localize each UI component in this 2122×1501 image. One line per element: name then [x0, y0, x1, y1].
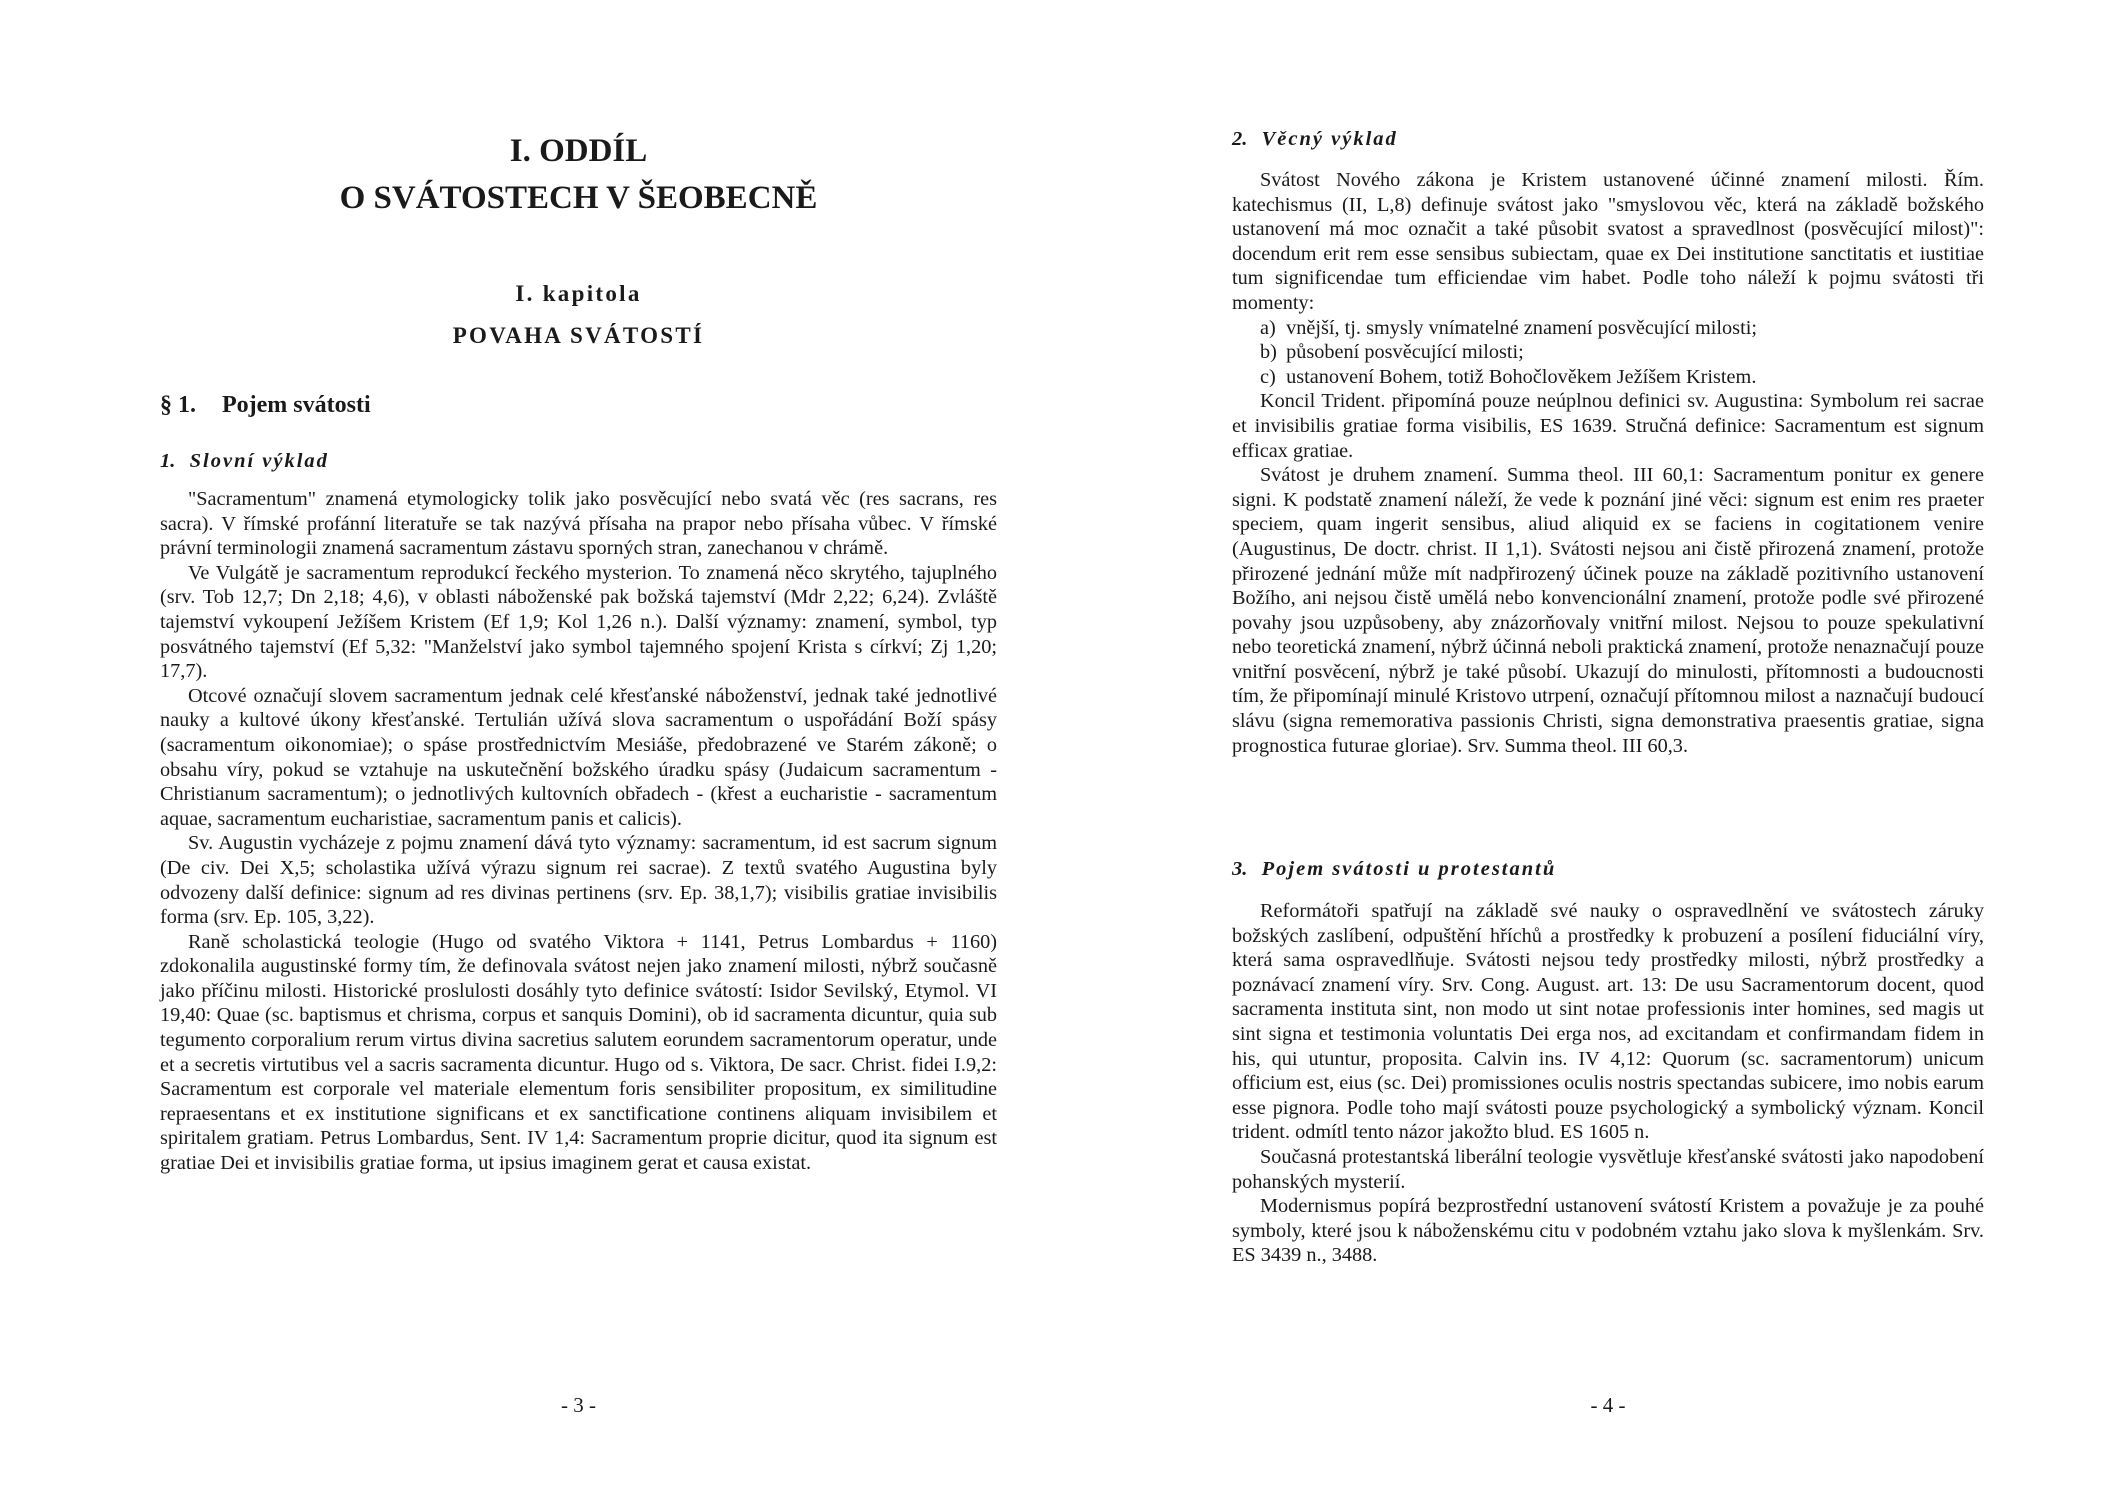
part-title: [160, 128, 997, 222]
page-number: - 4 -: [1590, 1393, 1626, 1417]
subsection-heading-1: [160, 450, 329, 473]
moments-list: [1232, 316, 1984, 390]
paragraph: Svátost Nového zákona je Kristem ustanovené účinné znamení milosti. Řím. katechismus (II, L,8) definuje svátost jako "smyslovou věc, která na základě božského ustanovení má moc označit a také působit svatost a spravedlnost (posvěcující milost)": docendum erit rem esse sensibus subiectam, quae ex Dei institutione sanctitatis et iustitiae tum significendae tum efficiendae vim habet. Podle toho náleží k pojmu svátosti tři momenty:: [1232, 169, 1984, 314]
section-number: § 1.: [160, 392, 196, 418]
list-item: [1232, 316, 1984, 341]
list-text: vnější, tj. smysly vnímatelné znamení posvěcující milosti;: [1286, 316, 1757, 339]
list-text: působení posvěcující milosti;: [1286, 341, 1524, 364]
left-body-text: [160, 487, 997, 1176]
part-title-line1: I. ODDÍL: [509, 133, 648, 169]
chapter-title: POVAHA SVÁTOSTÍ: [452, 323, 705, 348]
right-page: [1232, 0, 1984, 1501]
section-title: Pojem svátosti: [222, 392, 371, 418]
paragraph: Svátost je druhem znamení. Summa theol. III 60,1: Sacramentum ponitur ex genere signi. K podstatě znamení náleží, že vede k poznání jiné věci: signum est enim res praeter speciem, quam ingerit sensibus, aliud aliquid ex se faciens in cogitationem venire (Augustinus, De doctr. christ. II 1,1). Svátosti nejsou ani čistě přirozená znamení, protože přirozené jednání může mít nadpřirozený účinek pouze na základě pozitivního ustanovení Božího, ani nejsou čistě umělá nebo konvencionální znamení, protože podle své přirozené povahy jsou uzpůsobeny, aby znázorňovaly vnitřní milost. Nejsou to pouze spekulativní nebo teoretická znamení, nýbrž účinná neboli praktická znamení, protože nenaznačují pouze vnitřní posvěcení, nýbrž je také působí. Ukazují do minulosti, přítomnosti a budoucnosti tím, že připomínají minulé Kristovo utrpení, označují přítomnou milost a naznačují budoucí slávu (signa rememorativa passionis Christi, signa demonstrativa praesentis gratiae, signa prognostica futurae gloriae). Srv. Summa theol. III 60,3.: [1232, 464, 1984, 757]
subsection-title: Pojem svátosti u protestantů: [1261, 858, 1557, 880]
chapter-heading: [160, 273, 997, 357]
list-label: c): [1260, 365, 1276, 388]
right-body-text-1: [1232, 168, 1984, 758]
page-number: - 3 -: [561, 1393, 596, 1417]
paragraph: Otcové označují slovem sacramentum jednak celé křesťanské náboženství, jednak také jednotlivé nauky a kultové úkony křesťanské. Tertulián užívá slova sacramentum o uspořádání Boží spásy (sacramentum oikonomiae); o spáse prostřednictvím Mesiáše, předobrazené ve Starém zákoně; o obsahu víry, pokud se vztahuje na uskutečnění božského úradku spásy (Judaicum sacramentum - Christianum sacramentum); o jednotlivých kultovních obřadech - (křest a eucharistie - sacramentum aquae, sacramentum eucharistiae, sacramentum panis et calicis).: [160, 684, 997, 830]
paragraph: "Sacramentum" znamená etymologicky tolik jako posvěcující nebo svatá věc (res sacrans, res sacra). V římské profánní literatuře se tak nazývá přísaha na prapor nebo přísaha vůbec. V římské právní terminologii znamená sacramentum zástavu sporných stran, zanechanou v chrámě.: [160, 488, 997, 560]
list-text: ustanovení Bohem, totiž Bohočlověkem Ježíšem Kristem.: [1286, 365, 1757, 388]
paragraph: Ve Vulgátě je sacramentum reprodukcí řeckého mysterion. To znamená něco skrytého, tajuplného (srv. Tob 12,7; Dn 2,18; 4,6), v oblasti náboženské pak božská tajemství (Mdr 2,22; 6,24). Zvláště tajemství vykoupení Ježíšem Kristem (Ef 1,9; Kol 1,26 n.). Další významy: znamení, symbol, typ posvátného tajemství (Ef 5,32: "Manželství jako symbol tajemného spojení Krista s církví; Zj 1,20; 17,7).: [160, 561, 997, 683]
subsection-number: 1.: [160, 450, 176, 472]
chapter-number: I. kapitola: [515, 281, 642, 306]
list-item: [1232, 340, 1984, 365]
paragraph: Sv. Augustin vycházeje z pojmu znamení dává tyto významy: sacramentum, id est sacrum signum (De civ. Dei X,5; scholastika užívá výrazu signum rei sacrae). Z textů svatého Augustina byly odvozeny další definice: signum ad res divinas pertinens (srv. Ep. 38,1,7); visibilis gratiae invisibilis forma (srv. Ep. 105, 3,22).: [160, 832, 997, 929]
paragraph: Koncil Trident. připomíná pouze neúplnou definici sv. Augustina: Symbolum rei sacrae et invisibilis gratiae forma visibilis, ES 1639. Stručná definice: Sacramentum est signum efficax gratiae.: [1232, 390, 1984, 462]
section-heading: [160, 392, 371, 419]
subsection-heading-3: [1232, 858, 1556, 881]
paragraph: Reformátoři spatřují na základě své nauky o ospravedlnění ve svátostech záruky božských zaslíbení, odpuštění hříchů a prostředky k probuzení a posílení fiduciální víry, která sama ospravedlňuje. Svátosti nejsou tedy prostředky milosti, nýbrž prostředky a poznávací znamení víry. Srv. Cong. August. art. 13: De usu Sacramentorum docent, quod sacramenta instituta sint, non modo ut sint notae professionis inter homines, sed magis ut sint signa et testimonia voluntatis Dei erga nos, ad excitandam et confirmandam fidem in his, qui utuntur, proposita. Calvin ins. IV 4,12: Quorum (sc. sacramentorum) unicum officium est, eius (sc. Dei) promissiones oculis nostris spectandas subicere, imo nobis earum esse pignora. Podle toho mají svátosti pouze psychologický a symbolický význam. Koncil trident. odmítl tento názor jakožto blud. ES 1605 n.: [1232, 900, 1984, 1144]
paragraph: Modernismus popírá bezprostřední ustanovení svátostí Kristem a považuje je za pouhé symboly, které jsou k náboženskému citu v podobném vztahu jako slova k myšlenkám. Srv. ES 3439 n., 3488.: [1232, 1195, 1984, 1267]
paragraph: Raně scholastická teologie (Hugo od svatého Viktora + 1141, Petrus Lombardus + 1160) zdokonalila augustinské formy tím, že definovala svátost nejen jako znamení milosti, nýbrž současně jako příčinu milosti. Historické proslulosti dosáhly tyto definice svátostí: Isidor Sevilský, Etymol. VI 19,40: Quae (sc. baptismus et chrisma, corpus et sanquis Domini), ob id sacramenta dicuntur, quia sub tegumento corporalium rerum virtus divina sacretius salutem eorundem sacramentorum operatur, unde et a secretis virtutibus vel a sacris sacramenta dicuntur. Hugo od s. Viktora, De sacr. Christ. fidei I.9,2: Sacramentum est corporale vel materiale elementum foris sensibiliter propositum, ex similitudine repraesentans et ex institutione significans et ex sanctificatione continens aliquam invisibilem et spiritalem gratiam. Petrus Lombardus, Sent. IV 1,4: Sacramentum proprie dicitur, quod ita signum est gratiae Dei et invisibilis gratiae forma, ut ipsius imaginem gerat et causa existat.: [160, 930, 997, 1175]
subsection-title: Slovní výklad: [189, 450, 329, 472]
list-label: a): [1260, 316, 1276, 339]
left-page: [160, 0, 997, 1501]
part-title-line2: O SVÁTOSTECH V ŠEOBECNĚ: [339, 180, 818, 216]
subsection-heading-2: [1232, 128, 1398, 151]
list-label: b): [1260, 341, 1277, 364]
subsection-title: Věcný výklad: [1261, 128, 1398, 150]
paragraph: Současná protestantská liberální teologie vysvětluje křesťanské svátosti jako napodobení pohanských mysterií.: [1232, 1145, 1984, 1193]
subsection-number: 3.: [1232, 858, 1248, 880]
right-body-text-2: [1232, 899, 1984, 1268]
subsection-number: 2.: [1232, 128, 1248, 150]
list-item: [1232, 365, 1984, 390]
